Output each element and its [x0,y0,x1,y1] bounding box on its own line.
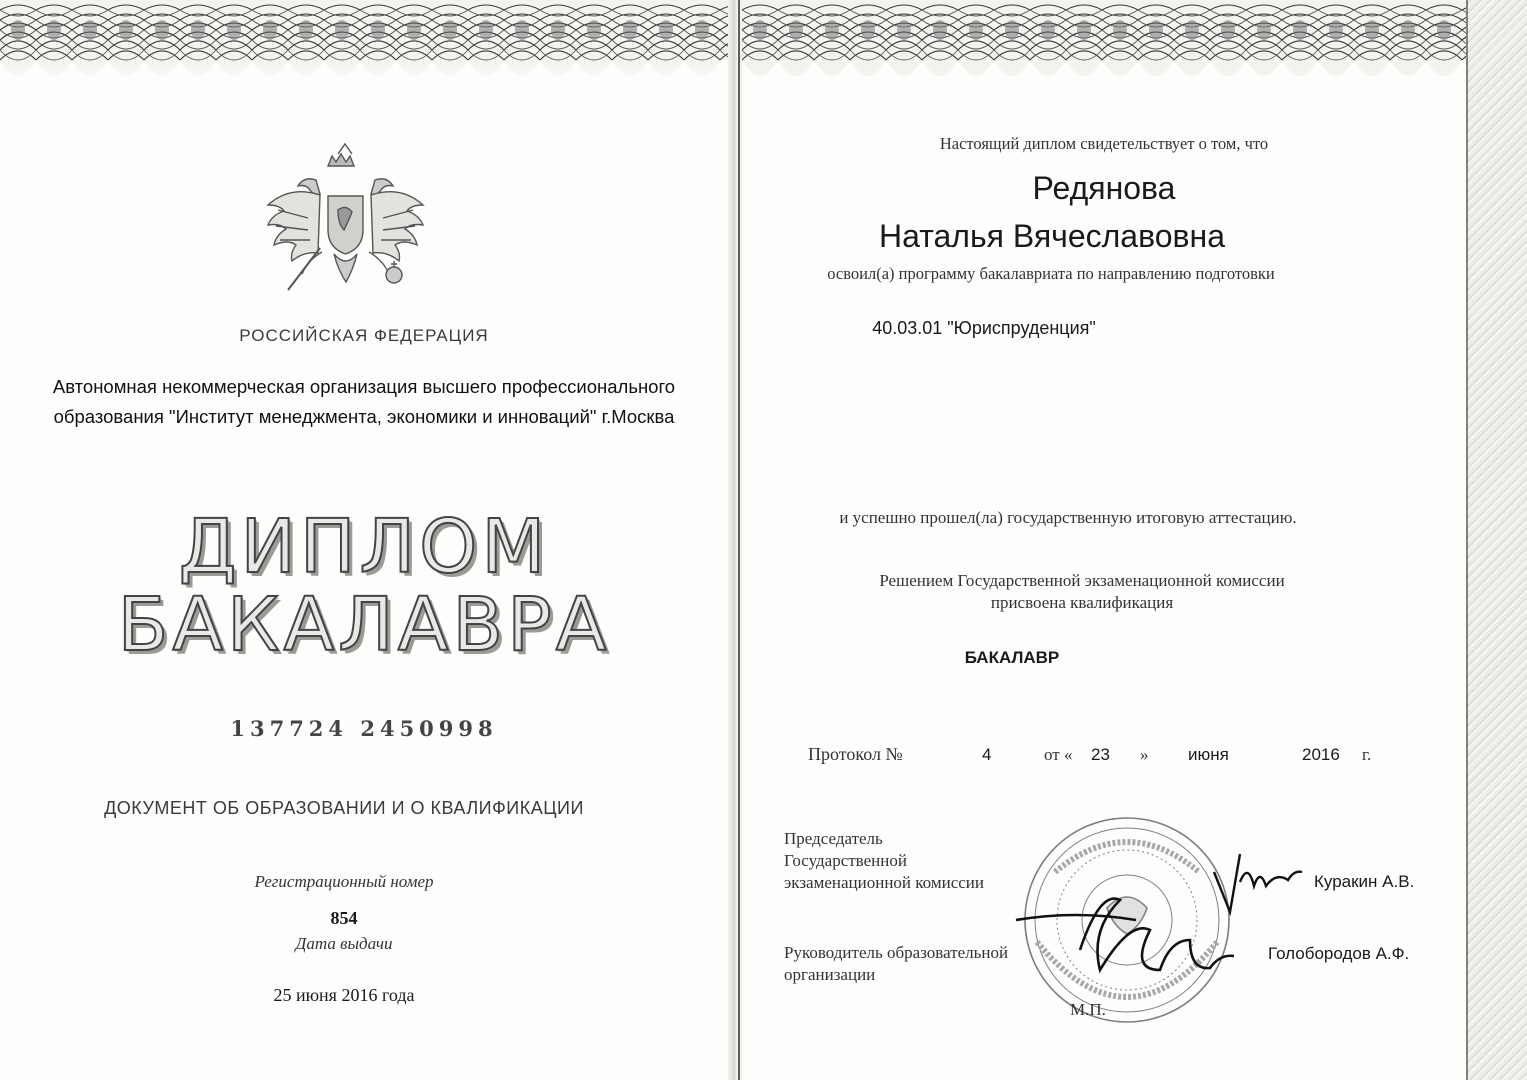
head-signature-icon [1010,880,1250,990]
head-line-1: Руководитель образовательной [784,943,1009,962]
issue-date: 25 июня 2016 года [273,985,415,1005]
graduate-surname: Редянова [1032,170,1176,206]
document-type: ДОКУМЕНТ ОБ ОБРАЗОВАНИИ И О КВАЛИФИКАЦИИ [104,798,584,818]
program-intro: освоил(а) программу бакалавриата по направлению подготовки [827,264,1275,283]
commission-line-2: присвоена квалификация [990,593,1174,612]
program-name: 40.03.01 "Юриспруденция" [872,318,1096,338]
seal-mark: М.П. [1070,1000,1106,1019]
qualification: БАКАЛАВР [964,648,1060,667]
date-day: 23 [1091,745,1110,764]
date-close-quote: » [1140,745,1149,764]
graduate-given-names: Наталья Вячеславовна [878,218,1225,254]
right-edge-line [1466,0,1468,1080]
institution-line-1: Автономная некоммерческая организация высшего профессионального [52,376,676,397]
institution-name [20,372,708,432]
chair-title [784,828,984,894]
guilloche-band-right [742,0,1466,92]
date-open-quote: от « [1044,745,1073,764]
date-year: 2016 [1302,745,1340,764]
commission-line-1: Решением Государственной экзаменационной комиссии [879,571,1285,590]
serial-number: 137724 2450998 [230,716,498,741]
chair-line-3: экзаменационной комиссии [784,873,984,892]
institution-line-2: образования "Институт менеджмента, экономики и инноваций" г.Москва [53,406,675,427]
date-month: июня [1188,745,1229,764]
protocol-label: Протокол № [808,744,903,764]
title-diploma: ДИПЛОМ [178,504,550,590]
right-edge-pattern [1466,0,1527,1080]
intro-text: Настоящий диплом свидетельствует о том, что [939,134,1269,153]
chair-name: Куракин А.В. [1314,872,1415,891]
protocol-number: 4 [982,745,992,764]
guilloche-band-left [0,0,728,92]
issue-date-label: Дата выдачи [295,934,393,953]
attestation-text: и успешно прошел(ла) государственную итоговую аттестацию. [839,508,1297,527]
head-title [784,942,1008,986]
chair-line-2: Государственной [784,851,907,870]
chair-line-1: Председатель [784,829,883,848]
head-line-2: организации [784,965,876,984]
date-suffix: г. [1362,745,1372,764]
head-name: Голобородов А.Ф. [1268,944,1410,963]
country-name: РОССИЙСКАЯ ФЕДЕРАЦИЯ [239,326,489,345]
commission-decision [720,570,1444,614]
registration-number: 854 [330,908,358,928]
registration-label: Регистрационный номер [254,872,434,891]
double-headed-eagle-emblem-icon [258,140,433,315]
title-bachelor: БАКАЛАВРА [117,582,611,668]
fold-line [738,0,740,1080]
